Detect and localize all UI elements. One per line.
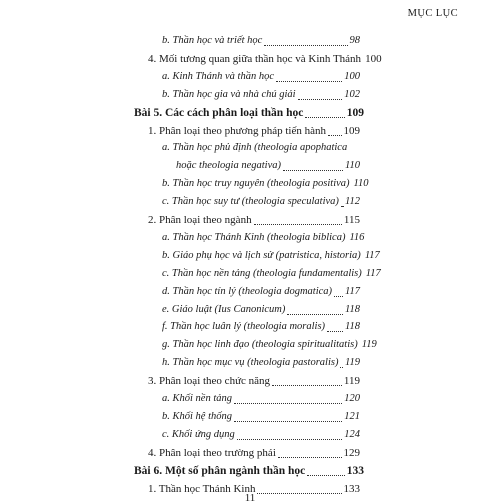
dot-leader xyxy=(276,80,342,82)
toc-entry xyxy=(0,86,500,104)
toc-entry xyxy=(0,157,500,175)
toc-entry-label: c. Thần học nền tảng (theologia fundamentalis) xyxy=(162,267,362,279)
toc-entry xyxy=(0,50,500,68)
toc-entry xyxy=(0,175,500,193)
toc-entry-page: 129 xyxy=(343,446,360,459)
dot-leader xyxy=(254,223,342,225)
toc-entry xyxy=(0,283,500,301)
toc-entry-page: 133 xyxy=(346,464,364,477)
toc-entry-page: 112 xyxy=(345,196,360,208)
toc-entry-label: hoặc theologia negativa) xyxy=(176,160,281,172)
toc-entry-label: c. Thần học suy tư (theologia speculativa) xyxy=(162,196,339,208)
dot-leader xyxy=(298,98,343,100)
toc-entry xyxy=(0,318,500,336)
toc-entry xyxy=(0,265,500,283)
toc-entry-label: h. Thần học mục vụ (theologia pastoralis) xyxy=(162,357,339,369)
toc-entry-label: a. Thần học Thánh Kinh (theologia biblica) xyxy=(162,231,346,243)
toc-entry-label: b. Thần học và triết học xyxy=(162,35,263,46)
dot-leader xyxy=(340,366,343,368)
toc-entry-label: c. Khối ứng dụng xyxy=(162,428,235,440)
toc-entry-page: 120 xyxy=(344,393,360,404)
toc-entry-page: 109 xyxy=(346,106,364,119)
toc-entry-page: 118 xyxy=(345,303,360,315)
toc-entry-page: 116 xyxy=(349,231,365,243)
dot-leader xyxy=(341,205,343,207)
toc-entry-label: f. Thần học luân lý (theologia moralis) xyxy=(162,321,326,333)
toc-entry-page: 110 xyxy=(345,160,360,172)
toc-entry xyxy=(0,104,500,122)
toc-entry xyxy=(0,247,500,265)
toc-entry xyxy=(0,390,500,408)
toc-entry-label: d. Thần học tín lý (theologia dogmatica) xyxy=(162,285,333,297)
toc-entry xyxy=(0,229,500,247)
toc-entry-label: b. Khối hệ thống xyxy=(162,410,232,422)
toc-entry-label: g. Thần học linh đạo (theologia spiritualitatis) xyxy=(162,339,358,351)
toc-entry xyxy=(0,462,500,480)
toc-entry xyxy=(0,211,500,229)
dot-leader xyxy=(234,420,342,422)
dot-leader xyxy=(327,330,343,332)
toc-entry-page: 110 xyxy=(353,178,369,190)
toc-entry xyxy=(0,426,500,444)
toc-entry xyxy=(0,444,500,462)
toc-entry-label: 3. Phân loại theo chức năng xyxy=(148,375,271,388)
toc-entry xyxy=(0,32,500,50)
toc-entry xyxy=(0,336,500,354)
toc-entry-label: a. Thần học phủ định (theologia apophatica xyxy=(162,142,348,154)
toc-entry-label: 2. Phân loại theo ngành xyxy=(148,214,252,226)
toc-entry-page: 100 xyxy=(365,52,382,65)
toc-entry-label: 1. Thần học Thánh Kinh xyxy=(148,482,256,495)
dot-leader xyxy=(334,295,343,297)
toc-entry-page: 102 xyxy=(344,88,360,100)
toc-entry xyxy=(0,354,500,372)
toc-entry-page: 117 xyxy=(345,285,360,297)
dot-leader xyxy=(264,44,347,46)
toc-entry-page: 115 xyxy=(343,214,360,226)
toc-entry-page: 109 xyxy=(343,124,360,137)
toc-entry-label: 4. Mối tương quan giữa thần học và Kinh Thánh xyxy=(148,52,362,65)
toc-entry-label: e. Giáo luật (Ius Canonicum) xyxy=(162,303,286,315)
toc-entry-label: a. Kinh Thánh và thần học xyxy=(162,70,274,82)
toc-entry-page: 100 xyxy=(344,70,360,82)
toc-entry xyxy=(0,408,500,426)
toc-entry-label: 4. Phân loại theo trường phái xyxy=(148,446,276,459)
toc-entry-label: b. Thần học gia và nhà chú giải xyxy=(162,88,296,100)
toc-entry xyxy=(0,122,500,140)
toc-entry-label: Bài 5. Các cách phân loại thần học xyxy=(134,106,304,119)
toc-entry-page: 133 xyxy=(343,482,360,495)
dot-leader xyxy=(234,402,342,404)
dot-leader xyxy=(287,313,343,315)
toc-entry-label: Bài 6. Một số phân ngành thần học xyxy=(134,464,306,477)
toc-entry-page: 98 xyxy=(349,35,360,46)
toc-entry-page: 119 xyxy=(343,375,360,388)
dot-leader xyxy=(307,474,344,476)
toc-entry-label: 1. Phân loại theo phương pháp tiến hành xyxy=(148,124,326,137)
dot-leader xyxy=(278,456,342,458)
toc-entry-label: b. Giáo phụ học và lịch sử (patristica, historia) xyxy=(162,249,361,261)
toc-entry-page: 119 xyxy=(345,357,360,369)
toc-entry-page: 124 xyxy=(344,428,360,440)
toc-entry-page: 118 xyxy=(345,321,360,333)
page-header: MỤC LỤC xyxy=(407,8,458,19)
toc-entry-page: 117 xyxy=(365,267,381,279)
dot-leader xyxy=(272,384,342,386)
toc-entry xyxy=(0,139,500,157)
toc-entry-label: a. Khối nền tảng xyxy=(162,393,232,404)
toc-entry xyxy=(0,372,500,390)
dot-leader xyxy=(305,116,344,118)
toc-entry xyxy=(0,301,500,319)
dot-leader xyxy=(328,134,342,136)
toc-entry-page: 121 xyxy=(344,410,360,422)
toc-entry-label: b. Thần học truy nguyên (theologia positiva) xyxy=(162,178,350,190)
page-number: 11 xyxy=(244,492,256,504)
toc-entry xyxy=(0,68,500,86)
toc-entry-page: 119 xyxy=(361,339,377,351)
dot-leader xyxy=(237,438,342,440)
dot-leader xyxy=(283,169,343,171)
toc-entry xyxy=(0,193,500,211)
toc-entry-page: 117 xyxy=(364,249,380,261)
